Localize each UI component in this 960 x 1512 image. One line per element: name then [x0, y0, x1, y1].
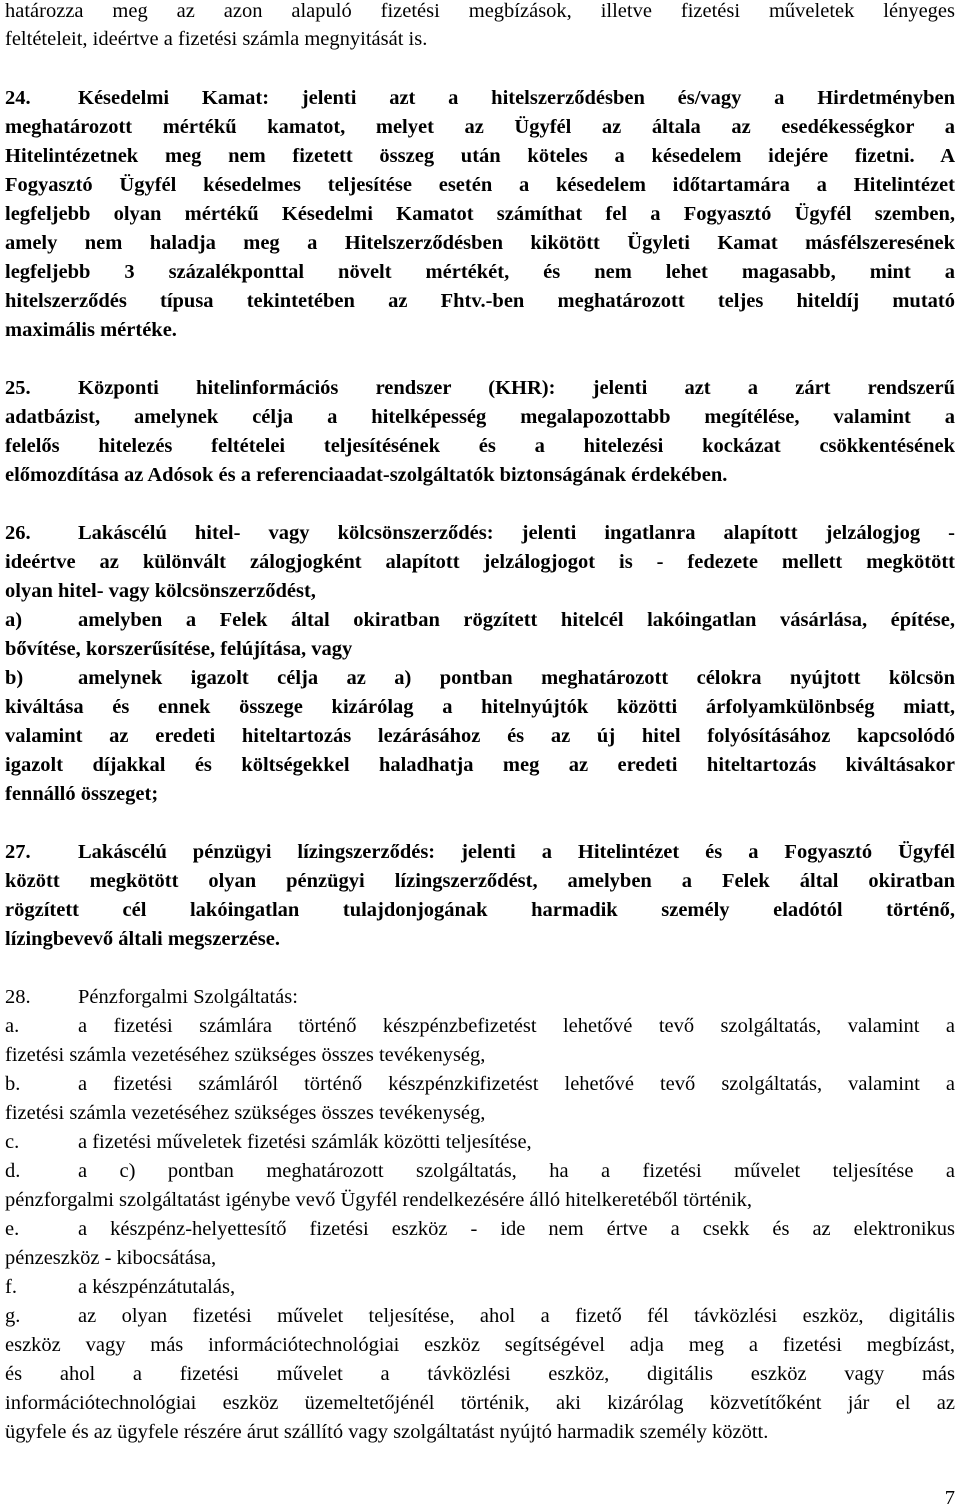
text-line: bővítése, korszerűsítése, felújítása, vagy [5, 638, 353, 660]
text-line: a c) pontban meghatározott szolgáltatás, ha a fizetési művelet teljesítése a [78, 1160, 955, 1182]
list-item-a [5, 606, 955, 634]
text-line: Fogyasztó Ügyfél késedelmes teljesítése esetén a késedelem időtartamára a Hitelintézet [5, 174, 955, 196]
text-line: Lakáscélú pénzügyi lízingszerződés: jelenti a Hitelintézet és a Fogyasztó Ügyfél [78, 841, 955, 863]
page-number: 7 [944, 1487, 955, 1509]
list-letter: b. [5, 1073, 21, 1095]
text-line: felelős hitelezés feltételei teljesítésének és a hitelezési kockázat csökkentésének [5, 435, 955, 457]
text-line: kiváltása és ennek összege kizárólag a hitelnyújtók közötti árfolyamkülönbség miatt, [5, 696, 955, 718]
list-letter: d. [5, 1160, 21, 1182]
text-line: ideértve az különvált zálogjogként alapított jelzálogjogot is - fedezete mellett megkötött [5, 551, 955, 573]
section-number: 24. [5, 87, 31, 109]
text-line: Késedelmi Kamat: jelenti azt a hitelszerződésben és/vagy a Hirdetményben [78, 87, 955, 109]
section-title: Pénzforgalmi Szolgáltatás: [78, 986, 298, 1008]
section-25-heading [5, 374, 955, 402]
text-line: meghatározott mértékű kamatot, melyet az Ügyfél az általa az esedékességkor a [5, 116, 955, 138]
list-item-c [5, 1128, 955, 1156]
text-line: a fizetési számláról történő készpénzkifizetést lehetővé tevő szolgáltatás, valamint a [78, 1073, 955, 1095]
text-line: pénzforgalmi szolgáltatást igénybe vevő Ügyfél rendelkezésére álló hitelkeretéből történik, [5, 1189, 753, 1211]
text-line: a fizetési számlára történő készpénzbefizetést lehetővé tevő szolgáltatás, valamint a [78, 1015, 955, 1037]
list-letter: c. [5, 1131, 20, 1153]
section-number: 28. [5, 986, 31, 1008]
list-item-b [5, 664, 955, 692]
text-line: Lakáscélú hitel- vagy kölcsönszerződés: jelenti ingatlanra alapított jelzálogjog - [78, 522, 955, 544]
list-item-f [5, 1273, 955, 1301]
text-line: legfeljebb 3 százalékponttal növelt mértékét, és nem lehet magasabb, mint a [5, 261, 955, 283]
list-item-a [5, 1012, 955, 1040]
list-letter: f. [5, 1276, 17, 1298]
section-24-heading [5, 84, 955, 112]
text-line: fennálló összeget; [5, 783, 159, 805]
list-item-e [5, 1215, 955, 1243]
text-line: előmozdítása az Adósok és a referenciaadat-szolgáltatók biztonságának érdekében. [5, 464, 728, 486]
text-line: amely nem haladja meg a Hitelszerződésben kikötött Ügyleti Kamat másfélszeresének [5, 232, 955, 254]
text-line: olyan hitel- vagy kölcsönszerződést, [5, 580, 316, 602]
text-line: valamint az eredeti hiteltartozás lezárásához és az új hitel folyósításához kapcsolódó [5, 725, 955, 747]
section-27-heading [5, 838, 955, 866]
text-line: amelynek igazolt célja az a) pontban meghatározott célokra nyújtott kölcsön [78, 667, 955, 689]
list-letter: a. [5, 1015, 20, 1037]
text-line: hitelszerződés típusa tekintetében az Fhtv.-ben meghatározott teljes hiteldíj mutató [5, 290, 955, 312]
text-line: az olyan fizetési művelet teljesítése, ahol a fizető fél távközlési eszköz, digitális [78, 1305, 955, 1327]
list-letter: g. [5, 1305, 21, 1327]
text-line: határozza meg az azon alapuló fizetési megbízások, illetve fizetési műveletek lényeges [5, 0, 955, 22]
section-number: 27. [5, 841, 31, 863]
list-item-d [5, 1157, 955, 1185]
text-line: rögzített cél lakóingatlan tulajdonjogának harmadik személy eladótól történő, [5, 899, 955, 921]
text-line: adatbázist, amelynek célja a hitelképesség megalapozottabb megítélése, valamint a [5, 406, 955, 428]
text-line: Hitelintézetnek meg nem fizetett összeg után köteles a késedelem idejére fizetni. A [5, 145, 955, 167]
text-line: és ahol a fizetési művelet a távközlési eszköz, digitális eszköz vagy más [5, 1363, 955, 1385]
text-line: Központi hitelinformációs rendszer (KHR): jelenti azt a zárt rendszerű [78, 377, 955, 399]
text-line: eszköz vagy más információtechnológiai eszköz segítségével adja meg a fizetési megbízást, [5, 1334, 955, 1356]
text-line: pénzeszköz - kibocsátása, [5, 1247, 217, 1269]
section-26-heading [5, 519, 955, 547]
text-line: fizetési számla vezetéséhez szükséges összes tevékenység, [5, 1044, 486, 1066]
text-line: a készpénz-helyettesítő fizetési eszköz - ide nem értve a csekk és az elektronikus [78, 1218, 955, 1240]
text-line: a készpénzátutalás, [78, 1276, 236, 1298]
text-line: lízingbevevő általi megszerzése. [5, 928, 280, 950]
list-item-g [5, 1302, 955, 1330]
list-letter: b) [5, 667, 24, 689]
section-number: 25. [5, 377, 31, 399]
text-line: információtechnológiai eszköz üzemeltetőjénél történik, aki kizárólag közvetítőként jár el az [5, 1392, 955, 1414]
text-line: igazolt díjakkal és költségekkel haladhatja meg az eredeti hiteltartozás kiváltásakor [5, 754, 955, 776]
list-item-b [5, 1070, 955, 1098]
text-line: maximális mértéke. [5, 319, 177, 341]
section-28-heading [5, 983, 955, 1011]
text-line: között megkötött olyan pénzügyi lízingszerződést, amelyben a Felek által okiratban [5, 870, 955, 892]
text-line: fizetési számla vezetéséhez szükséges összes tevékenység, [5, 1102, 486, 1124]
text-line: amelyben a Felek által okiratban rögzített hitelcél lakóingatlan vásárlása, építése, [78, 609, 955, 631]
list-letter: e. [5, 1218, 20, 1240]
text-line: a fizetési műveletek fizetési számlák közötti teljesítése, [78, 1131, 532, 1153]
list-letter: a) [5, 609, 23, 631]
text-line: ügyfele és az ügyfele részére árut szállító vagy szolgáltatást nyújtó harmadik személy között. [5, 1421, 769, 1443]
section-number: 26. [5, 522, 31, 544]
text-line: feltételeit, ideértve a fizetési számla megnyitását is. [5, 28, 428, 50]
text-line: legfeljebb olyan mértékű Késedelmi Kamatot számíthat fel a Fogyasztó Ügyfél szemben, [5, 203, 955, 225]
